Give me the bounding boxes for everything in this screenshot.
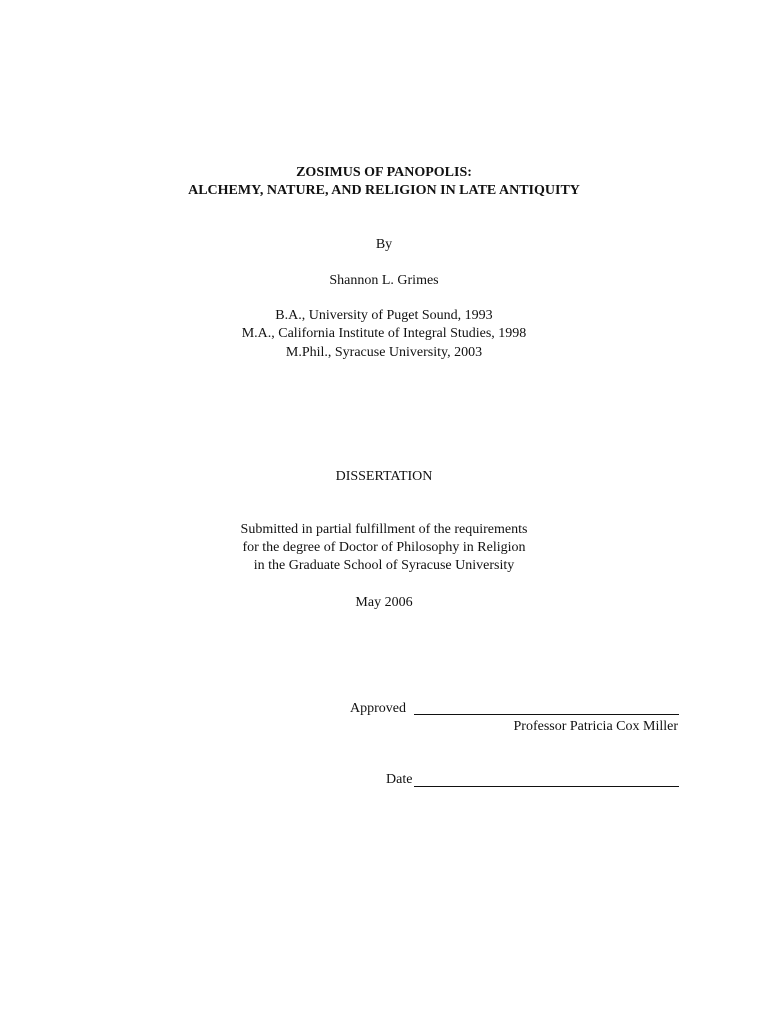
date-signature-line <box>414 786 679 787</box>
submission-line-2: for the degree of Doctor of Philosophy in Religion <box>242 540 526 555</box>
submission-date: May 2006 <box>355 595 413 610</box>
by-label: By <box>375 237 393 252</box>
document-type: DISSERTATION <box>335 469 433 484</box>
approval-signature-line <box>414 714 679 715</box>
title-line-1: ZOSIMUS OF PANOPOLIS: <box>296 165 472 180</box>
approved-label: Approved <box>350 701 406 716</box>
title-line-2: ALCHEMY, NATURE, AND RELIGION IN LATE ANTIQUITY <box>188 183 580 198</box>
degree-ba: B.A., University of Puget Sound, 1993 <box>275 308 493 323</box>
submission-line-3: in the Graduate School of Syracuse University <box>253 558 515 573</box>
approver-name: Professor Patricia Cox Miller <box>513 719 678 734</box>
degree-ma: M.A., California Institute of Integral Studies, 1998 <box>241 326 527 341</box>
degree-mphil: M.Phil., Syracuse University, 2003 <box>285 345 483 360</box>
submission-line-1: Submitted in partial fulfillment of the requirements <box>240 522 528 537</box>
date-label: Date <box>386 772 413 787</box>
author-name: Shannon L. Grimes <box>329 273 439 288</box>
